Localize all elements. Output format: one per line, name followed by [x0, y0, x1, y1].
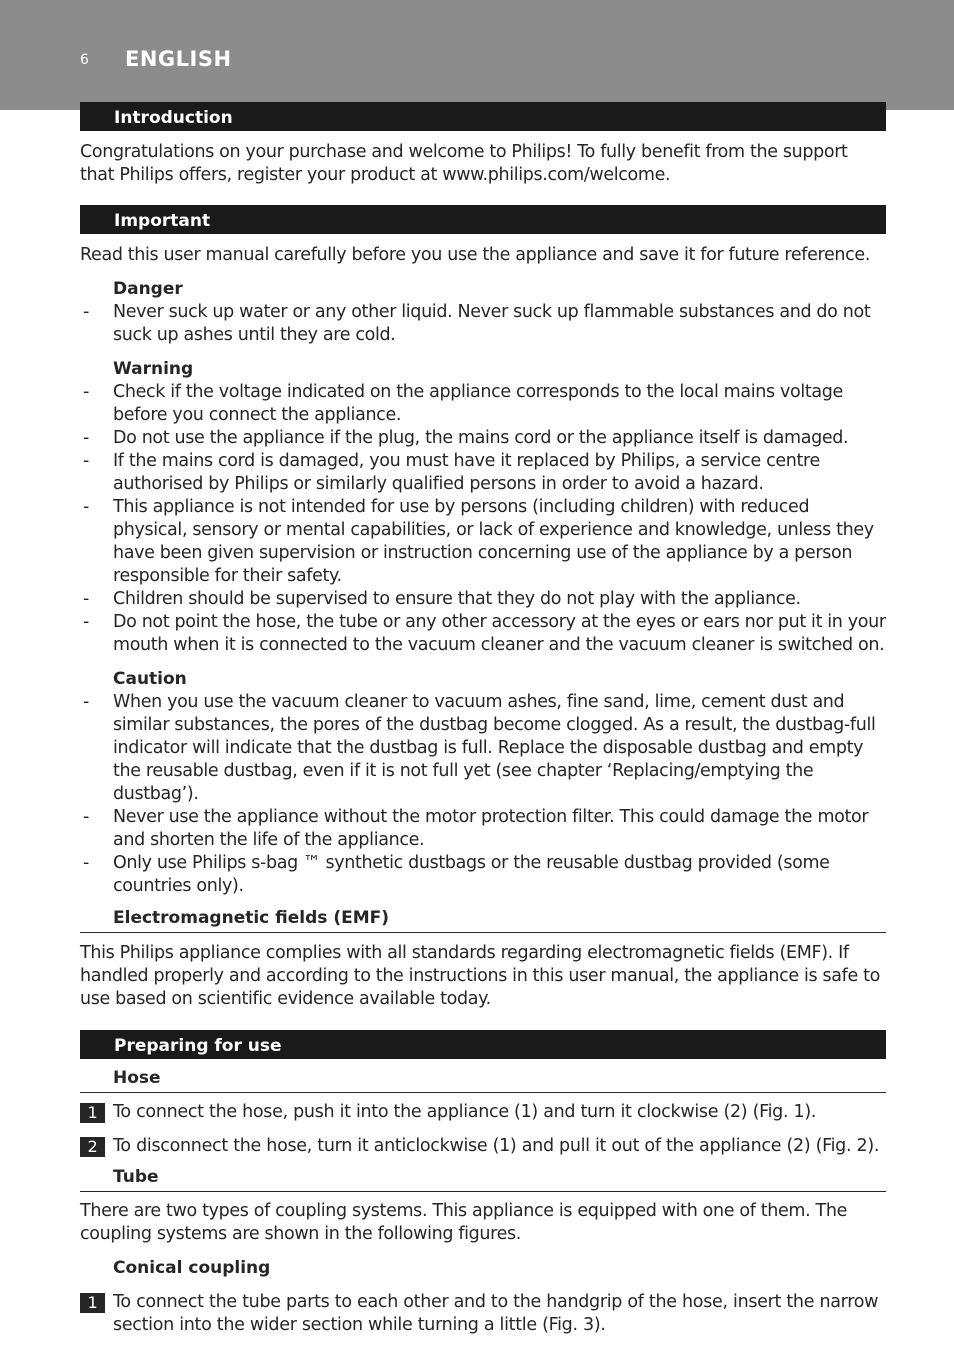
list-item: - Never suck up water or any other liquid. Never suck up flammable substances and do not suck up ashes until they are cold. — [80, 301, 886, 347]
list-item: - Check if the voltage indicated on the appliance corresponds to the local mains voltage before you connect the appliance. — [80, 381, 886, 427]
section-heading-preparing: Preparing for use — [80, 1030, 886, 1059]
step-number-badge: 1 — [80, 1293, 105, 1313]
section-heading-important: Important — [80, 205, 886, 234]
list-item: - When you use the vacuum cleaner to vacuum ashes, fine sand, lime, cement dust and similar substances, the pores of the dustbag become clogged. As a result, the dustbag-full indicator will indicate that the dustbag is full. Replace the disposable dustbag and empty the reusable dustbag, even if it is not full yet (see chapter ‘Replacing/emptying the dustbag’). — [80, 691, 886, 806]
list-item: - Only use Philips s-bag ™ synthetic dustbags or the reusable dustbag provided (some countries only). — [80, 852, 886, 898]
language-title: ENGLISH — [125, 47, 232, 71]
subheading-tube: Tube — [80, 1166, 886, 1192]
step-number-badge: 1 — [80, 1103, 105, 1123]
subheading-caution: Caution — [113, 669, 187, 689]
tube-paragraph: There are two types of coupling systems. This appliance is equipped with one of them. The coupling systems are shown in the following figures. — [80, 1201, 848, 1244]
step-item — [80, 1291, 886, 1337]
danger-list — [80, 301, 886, 347]
step-text: To connect the hose, push it into the appliance (1) and turn it clockwise (2) (Fig. 1). — [113, 1102, 817, 1122]
list-item: - Children should be supervised to ensure that they do not play with the appliance. — [80, 588, 886, 611]
warning-list — [80, 381, 886, 657]
section-heading-introduction: Introduction — [80, 102, 886, 131]
step-text: To disconnect the hose, turn it anticlockwise (1) and pull it out of the appliance (2) (Fig. 2). — [113, 1136, 880, 1156]
subheading-hose: Hose — [80, 1067, 886, 1093]
step-number-badge: 2 — [80, 1137, 105, 1157]
subheading-danger: Danger — [113, 279, 183, 299]
document-body — [80, 102, 886, 1337]
step-text: To connect the tube parts to each other and to the handgrip of the hose, insert the narrow section into the wider section while turning a little (Fig. 3). — [113, 1292, 879, 1335]
step-item — [80, 1135, 886, 1158]
intro-paragraph: Congratulations on your purchase and welcome to Philips! To fully benefit from the support that Philips offers, register your product at www.philips.com/welcome. — [80, 142, 848, 185]
list-item: - This appliance is not intended for use by persons (including children) with reduced physical, sensory or mental capabilities, or lack of experience and knowledge, unless they have been given supervision or instruction concerning use of the appliance by a person responsible for their safety. — [80, 496, 886, 588]
important-paragraph: Read this user manual carefully before you use the appliance and save it for future reference. — [80, 245, 871, 265]
caution-list — [80, 691, 886, 898]
header-bar — [0, 0, 954, 110]
list-item: - If the mains cord is damaged, you must have it replaced by Philips, a service centre authorised by Philips or similarly qualified persons in order to avoid a hazard. — [80, 450, 886, 496]
list-item: - Never use the appliance without the motor protection filter. This could damage the motor and shorten the life of the appliance. — [80, 806, 886, 852]
list-item: - Do not point the hose, the tube or any other accessory at the eyes or ears nor put it in your mouth when it is connected to the vacuum cleaner and the vacuum cleaner is switched on. — [80, 611, 886, 657]
page-number: 6 — [80, 52, 89, 68]
subheading-emf: Electromagnetic fields (EMF) — [80, 907, 886, 933]
list-item: - Do not use the appliance if the plug, the mains cord or the appliance itself is damaged. — [80, 427, 886, 450]
subheading-warning: Warning — [113, 359, 194, 379]
subheading-conical-coupling: Conical coupling — [113, 1258, 271, 1278]
emf-paragraph: This Philips appliance complies with all standards regarding electromagnetic fields (EMF). If handled properly and according to the instructions in this user manual, the appliance is safe to use based on scientific evidence available today. — [80, 943, 880, 1009]
step-item — [80, 1101, 886, 1124]
